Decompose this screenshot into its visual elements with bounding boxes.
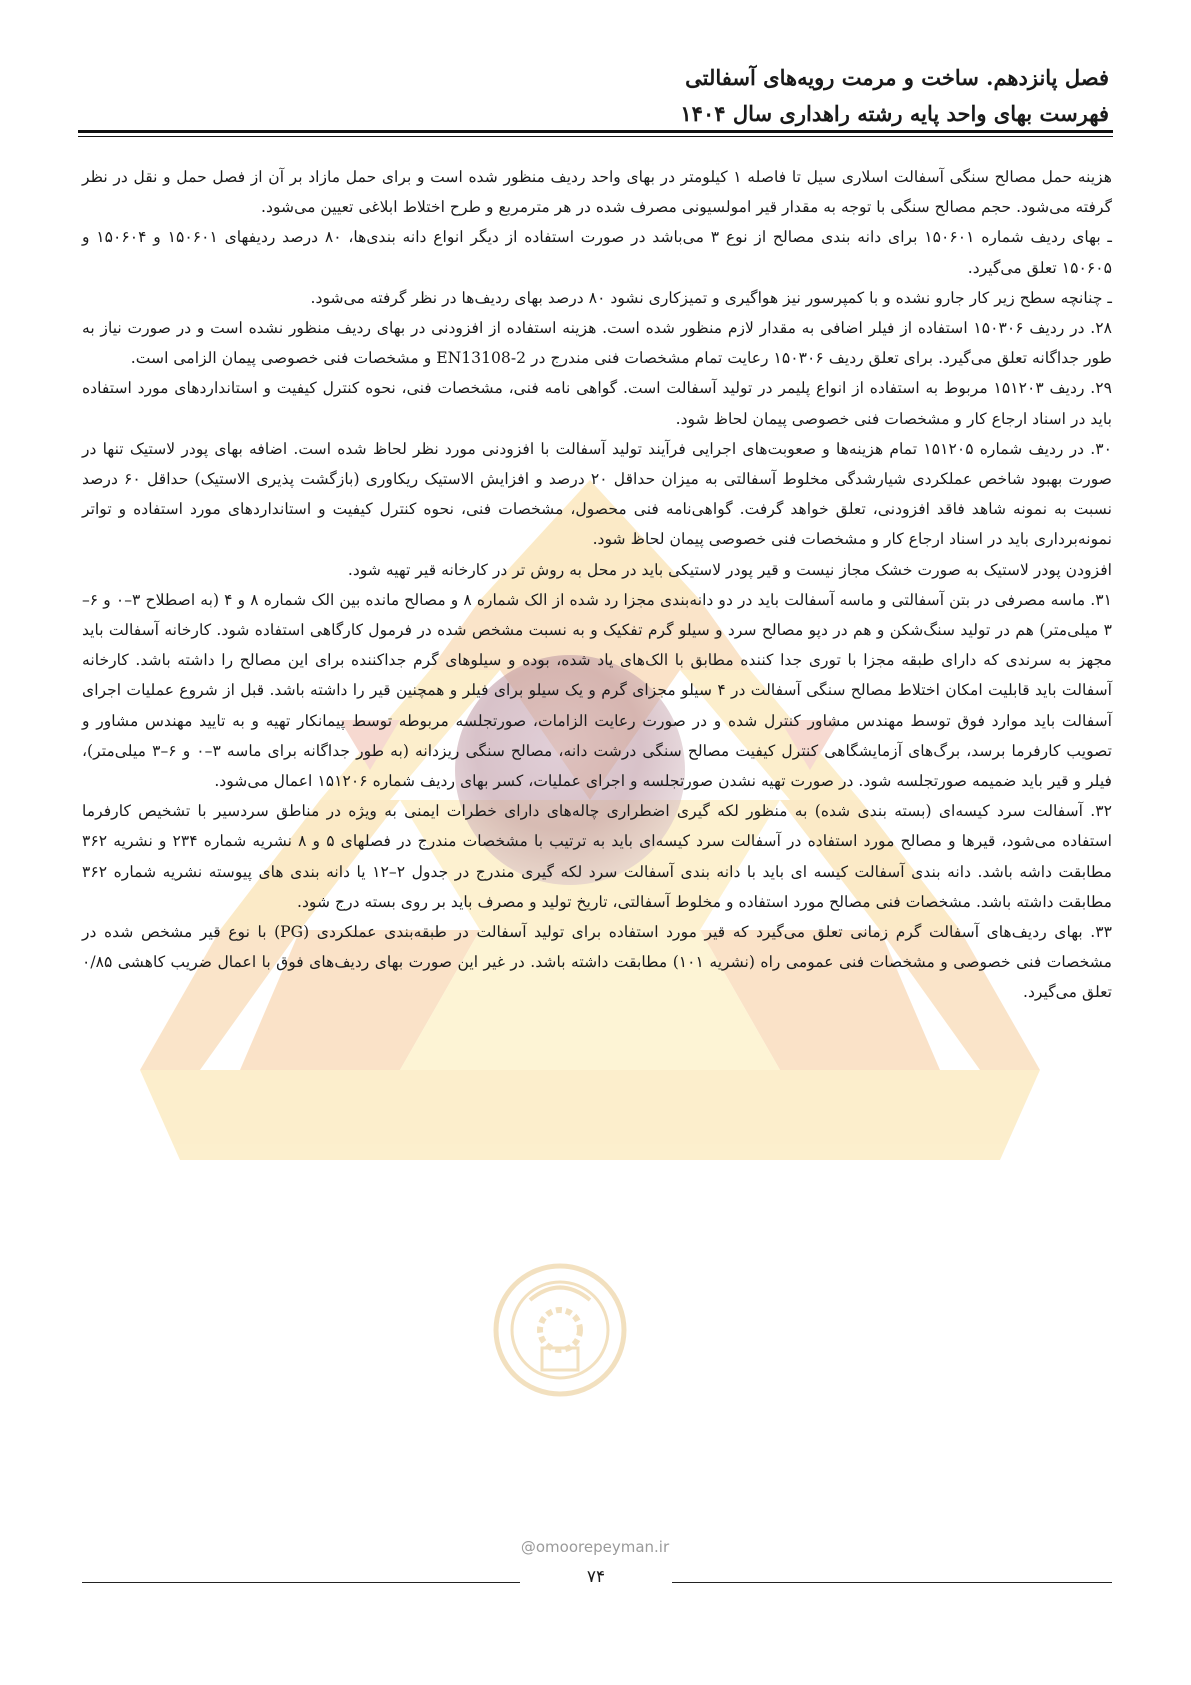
paragraph-item-33 (82, 917, 1112, 1008)
paragraph-slurry-haul: هزینه حمل مصالح سنگی آسفالت اسلاری سیل تا فاصله ۱ کیلومتر در بهای واحد ردیف منظور شده است و برای حمل مازاد بر آن از فصل حمل و نقل در نظر گرفته می‌شود. حجم مصالح سنگی با توجه به مقدار قیر امولسیونی مصرف شده در هر مترمربع و طرح اختلاط ابلاغی تعیین می‌شود. (82, 168, 1112, 217)
watermark-site: @omoorepeyman.ir (520, 1538, 670, 1556)
paragraph-surface-cleaning: ـ چنانچه سطح زیر کار جارو نشده و با کمپرسور نیز هواگیری و تمیزکاری نشود ۸۰ درصد بهای ردیف‌ها در نظر گرفته می‌شود. (310, 288, 1112, 307)
paragraph-item-31: ۳۱. ماسه مصرفی در بتن آسفالتی و ماسه آسفالت باید در دو دانه‌بندی مجزا رد شده از الک شماره ۸ و مصالح مانده بین الک شماره ۸ و ۴ (به اصطلاح ۳–۰ و ۶–۳ میلی‌متر) هم در تولید سنگ‌شکن و هم در دپو مصالح سرد و سیلو گرم تفکیک و به نسبت مشخص شده در فرمول کارگاهی استفاده شود. کارخانه آسفالت باید مجهز به سرندی که دارای طبقه مجزا با توری جدا کننده مطابق با الک‌های یاد شده، بوده و سیلوهای گرم جداکننده برای این مصالح را داشته باشد. کارخانه آسفالت باید قابلیت امکان اختلاط مصالح سنگی آسفالت در ۴ سیلو مجزای گرم و یک سیلو برای فیلر و همچنین قیر را داشته باشد. قبل از شروع عملیات اجرای آسفالت باید موارد فوق توسط مهندس مشاور کنترل شده و در صورت رعایت الزامات، صورتجلسه مربوطه توسط پیمانکار تهیه و به تایید مهندس مشاور و تصویب کارفرما برسد، برگ‌های آزمایشگاهی کنترل کیفیت مصالح سنگی درشت دانه، مصالح سنگی ریزدانه (به طور جداگانه برای ماسه ۳–۰ و ۶–۳ میلی‌متر)، فیلر و قیر باید ضمیمه صورتجلسه شود. در صورت تهیه نشدن صورتجلسه و اجرای عملیات، کسر بهای ردیف شماره ۱۵۱۲۰۶ اعمال می‌شود. (82, 590, 1113, 791)
body-text (82, 162, 1112, 1008)
item-28-text-a: ۲۸. در ردیف ۱۵۰۳۰۶ استفاده از فیلر اضافی به مقدار لازم منظور شده است. هزینه استفاده از افزودنی در بهای ردیف منظور نشده است و در صورت نیاز به طور جداگانه تعلق می‌گیرد. برای تعلق ردیف ۱۵۰۳۰۶ رعایت تمام مشخصات فنی مندرج در (82, 319, 1112, 368)
paragraph-item-29: ۲۹. ردیف ۱۵۱۲۰۳ مربوط به استفاده از انواع پلیمر در تولید آسفالت است. گواهی نامه فنی، مشخصات فنی، نحوه کنترل کیفیت و استانداردهای مورد استفاده باید در اسناد ارجاع کار و مشخصات فنی خصوصی پیمان لحاظ شود. (82, 379, 1112, 428)
page-number: ۷۴ (586, 1567, 606, 1587)
item-28-text-b: و مشخصات فنی خصوصی پیمان الزامی است. (130, 349, 432, 368)
chapter-title: فصل پانزدهم. ساخت و مرمت رویه‌های آسفالتی (685, 65, 1109, 90)
paragraph-item-30: ۳۰. در ردیف شماره ۱۵۱۲۰۵ تمام هزینه‌ها و صعوبت‌های اجرایی فرآیند تولید آسفالت با افزودنی مورد نظر لحاظ شده است. اضافه بهای پودر لاستیک تنها در صورت بهبود شاخص عملکردی شیارشدگی مخلوط آسفالتی به میزان حداقل ۲۰ درصد و افزایش الاستیک ریکاوری (بازگشت پذیری الاستیک) حداقل ۶۰ درصد نسبت به نمونه شاهد فاقد افزودنی، تعلق خواهد گرفت. گواهی‌نامه فنی محصول، مشخصات فنی، نحوه کنترل کیفیت و استانداردهای مورد استفاده و تواتر نمونه‌برداری باید در اسناد ارجاع کار و مشخصات فنی خصوصی پیمان لحاظ شود. (82, 439, 1113, 549)
header-rule-thick (78, 130, 1113, 133)
list-title: فهرست بهای واحد پایه رشته راهداری سال ۱۴۰۴ (680, 101, 1109, 126)
seal-watermark (490, 1260, 630, 1400)
item-33-text-a: ۳۳. بهای ردیف‌های آسفالت گرم زمانی تعلق می‌گیرد که قیر مورد استفاده برای تولید آسفالت در طبقه‌بندی عملکردی (316, 923, 1112, 942)
paragraph-item-28 (82, 313, 1112, 373)
standard-code: EN13108-2 (436, 349, 527, 368)
paragraph-gradation-type: ـ بهای ردیف شماره ۱۵۰۶۰۱ برای دانه بندی مصالح از نوع ۳ می‌باشد در صورت استفاده از دیگر انواع دانه بندی‌ها، ۸۰ درصد ردیفهای ۱۵۰۶۰۱ و ۱۵۰۶۰۴ و ۱۵۰۶۰۵ تعلق می‌گیرد. (82, 228, 1112, 277)
paragraph-rubber-powder: افزودن پودر لاستیک به صورت خشک مجاز نیست و قیر پودر لاستیکی باید در محل به روش تر در کارخانه قیر تهیه شود. (347, 560, 1112, 579)
header-rule-thin (78, 136, 1113, 137)
footer-rule-right (672, 1582, 1112, 1583)
paragraph-item-32: ۳۲. آسفالت سرد کیسه‌ای (بسته بندی شده) به منظور لکه گیری اضطراری چاله‌های دارای خطرات ایمنی به ویژه در مناطق سردسیر با تشخیص کارفرما استفاده می‌شود، قیرها و مصالح مورد استفاده در آسفالت سرد کیسه‌ای باید به ترتیب با مشخصات مندرج در فصلهای ۵ و ۸ نشریه شماره ۲۳۴ و نشریه ۳۶۲ مطابقت داشه باشد. دانه بندی آسفالت کیسه ای باید با دانه بندی آسفالت سرد لکه گیری مندرج در جدول ۲–۱۲ یا دانه بندی های پیوسته نشریه شماره ۳۶۲ مطابقت داشته باشد. مشخصات فنی مصالح مورد استفاده و مخلوط آسفالتی، تاریخ تولید و مصرف باید بر روی بسته درج شود. (82, 802, 1112, 911)
page-header (79, 60, 1109, 132)
footer-rule-left (82, 1582, 520, 1583)
item-33-text-b: با نوع قیر مشخص شده در مشخصات فنی خصوصی و مشخصات فنی عمومی راه (نشریه ۱۰۱) مطابقت داشته باشد. در غیر این صورت بهای ردیف‌های فوق با اعمال ضریب کاهشی ۰/۸۵ تعلق می‌گیرد. (82, 923, 1112, 1002)
pg-code: (PG) (274, 923, 310, 942)
